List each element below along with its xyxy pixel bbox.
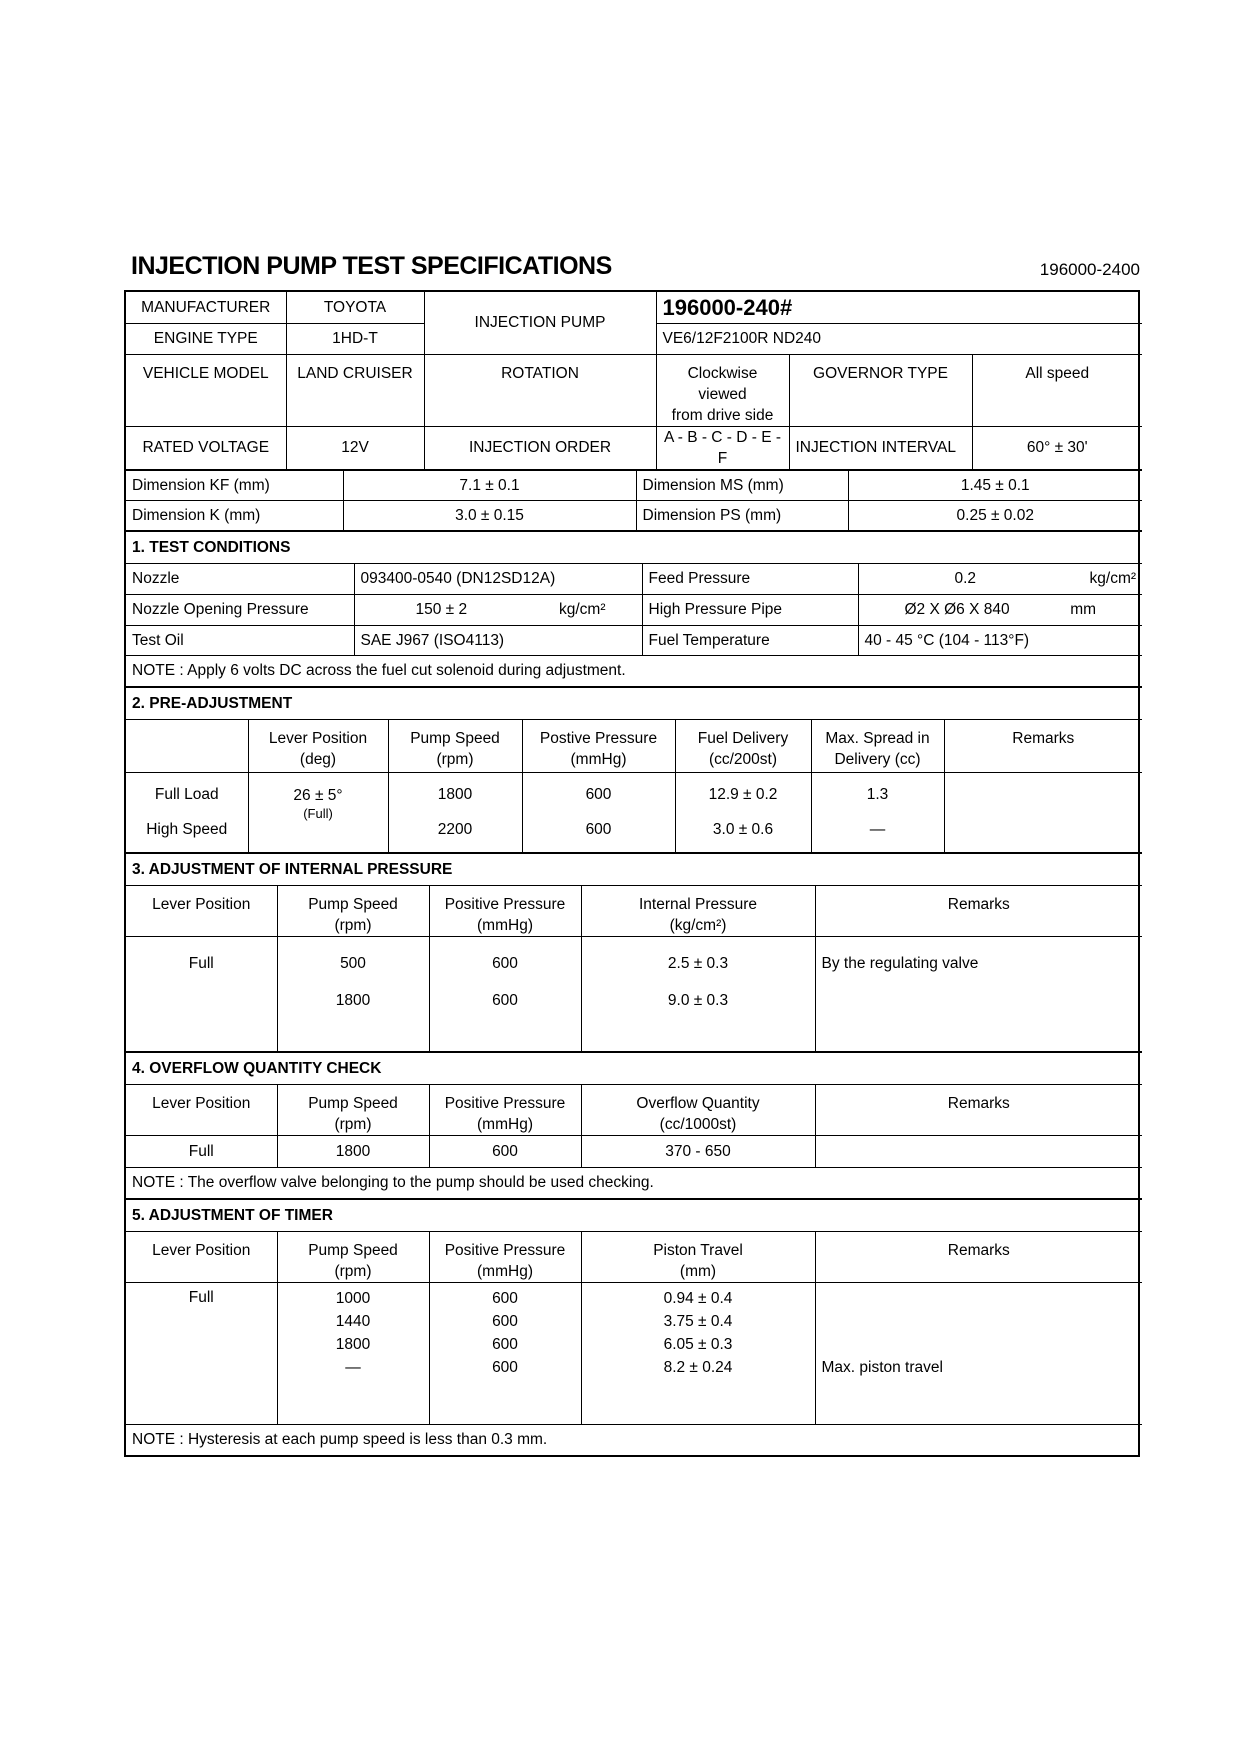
timer-remarks xyxy=(815,1282,1142,1424)
rated-voltage-value: 12V xyxy=(286,426,424,469)
overflow-header-remarks xyxy=(815,1084,1142,1135)
timer-header-travel xyxy=(581,1231,815,1282)
header-line: Delivery (cc) xyxy=(834,750,921,768)
internal-pressure-lever: Full xyxy=(126,936,277,1051)
pre-adjustment-spread-full-load: 1.3 xyxy=(866,786,889,803)
vehicle-model-label: VEHICLE MODEL xyxy=(126,354,286,426)
header-line: (rpm) xyxy=(436,750,474,768)
timer-pressure xyxy=(429,1282,581,1424)
overflow-table xyxy=(126,1052,1142,1199)
header-line: Pump Speed xyxy=(410,729,500,747)
timer-remarks-3 xyxy=(822,1333,1137,1356)
info-table xyxy=(126,292,1142,470)
pre-adjustment-label-full-load: Full Load xyxy=(154,786,219,803)
spec-sheet xyxy=(124,290,1140,1457)
pump-code: VE6/12F2100R ND240 xyxy=(656,323,1142,354)
header-line: (cc/200st) xyxy=(708,750,778,768)
header-line: Positive Pressure xyxy=(444,1094,566,1112)
nozzle-opening-pressure-unit: kg/cm² xyxy=(559,601,606,618)
pre-adjustment-pressure xyxy=(522,772,675,852)
test-oil-label: Test Oil xyxy=(126,625,354,655)
header-line: Internal Pressure xyxy=(638,895,758,913)
timer-travel-1: 0.94 ± 0.4 xyxy=(663,1289,733,1307)
vehicle-model-value: LAND CRUISER xyxy=(286,354,424,426)
header-line: (kg/cm²) xyxy=(669,916,727,934)
governor-type-value: All speed xyxy=(972,354,1142,426)
pre-adjustment-header-remarks xyxy=(944,719,1142,772)
header-line: Remarks xyxy=(1012,729,1075,747)
dimension-k-value: 3.0 ± 0.15 xyxy=(343,500,636,530)
timer-travel-2: 3.75 ± 0.4 xyxy=(663,1312,733,1330)
governor-type-label: GOVERNOR TYPE xyxy=(789,354,972,426)
feed-pressure-label: Feed Pressure xyxy=(642,563,858,594)
document-number: 196000-2400 xyxy=(1039,260,1140,279)
feed-pressure-unit: kg/cm² xyxy=(1089,570,1137,587)
nozzle-label: Nozzle xyxy=(126,563,354,594)
pre-adjustment-header-delivery xyxy=(675,719,811,772)
header-line: (rpm) xyxy=(334,1115,372,1133)
section-heading-timer: 5. ADJUSTMENT OF TIMER xyxy=(126,1199,1142,1231)
pre-adjustment-delivery-high-speed: 3.0 ± 0.6 xyxy=(712,821,774,838)
rotation-value xyxy=(656,354,789,426)
overflow-header-speed xyxy=(277,1084,429,1135)
timer-speed-4: — xyxy=(345,1358,361,1376)
pre-adjustment-labels xyxy=(126,772,248,852)
header-line: Max. Spread in xyxy=(825,729,930,747)
internal-pressure-speed xyxy=(277,936,429,1051)
injection-order-label: INJECTION ORDER xyxy=(424,426,656,469)
feed-pressure-value: 0.2 xyxy=(954,570,977,587)
pre-adjustment-header-spread xyxy=(811,719,944,772)
internal-pressure-internal-1: 2.5 ± 0.3 xyxy=(667,954,729,972)
pump-number: 196000-240# xyxy=(656,292,1142,323)
internal-pressure-header-internal xyxy=(581,885,815,936)
pre-adjustment-delivery xyxy=(675,772,811,852)
pre-adjustment-spread xyxy=(811,772,944,852)
header-line: (mmHg) xyxy=(477,916,533,934)
internal-pressure-speed-2: 1800 xyxy=(335,991,371,1009)
high-pressure-pipe-cell xyxy=(858,594,1142,625)
injection-pump-label: INJECTION PUMP xyxy=(424,292,656,354)
header-line: (mmHg) xyxy=(570,750,627,768)
header-line: Lever Position xyxy=(152,895,251,913)
nozzle-opening-pressure-cell xyxy=(354,594,642,625)
header-line: Overflow Quantity xyxy=(636,1094,760,1112)
engine-type-value: 1HD-T xyxy=(286,323,424,354)
overflow-remarks xyxy=(815,1135,1142,1167)
header-line: (mmHg) xyxy=(477,1262,533,1280)
timer-pressure-4: 600 xyxy=(492,1358,518,1376)
header-line: Remarks xyxy=(947,1094,1010,1112)
high-pressure-pipe-value: Ø2 X Ø6 X 840 xyxy=(904,601,1010,618)
dimension-ps-label: Dimension PS (mm) xyxy=(636,500,848,530)
dimension-ms-value: 1.45 ± 0.1 xyxy=(848,470,1142,500)
pre-adjustment-spread-high-speed: — xyxy=(869,821,886,838)
timer-header-lever xyxy=(126,1231,277,1282)
internal-pressure-pressure-2: 600 xyxy=(492,991,518,1009)
rotation-line-1: Clockwise viewed xyxy=(687,364,758,403)
internal-pressure-remarks: By the regulating valve xyxy=(815,936,1142,1051)
pre-adjustment-label-high-speed: High Speed xyxy=(146,821,228,838)
pre-adjustment-pressure-full-load: 600 xyxy=(585,786,612,803)
pre-adjustment-speed-high-speed: 2200 xyxy=(437,821,473,838)
overflow-header-pressure xyxy=(429,1084,581,1135)
header-line: Piston Travel xyxy=(653,1241,743,1259)
header-line: (rpm) xyxy=(334,1262,372,1280)
timer-speed-3: 1800 xyxy=(335,1335,371,1353)
pre-adjustment-lever-note: (Full) xyxy=(303,805,333,821)
timer-pressure-3: 600 xyxy=(492,1335,518,1353)
rotation-label: ROTATION xyxy=(424,354,656,426)
header-line: Lever Position xyxy=(152,1241,251,1259)
header-line: Lever Position xyxy=(268,729,368,747)
page-title: INJECTION PUMP TEST SPECIFICATIONS xyxy=(131,252,612,280)
timer-header-pressure xyxy=(429,1231,581,1282)
injection-order-value: A - B - C - D - E - F xyxy=(656,426,789,469)
manufacturer-label: MANUFACTURER xyxy=(126,292,286,323)
dimension-k-label: Dimension K (mm) xyxy=(126,500,343,530)
header-line: Fuel Delivery xyxy=(697,729,789,747)
timer-pressure-1: 600 xyxy=(492,1289,518,1307)
internal-pressure-table xyxy=(126,853,1142,1052)
pre-adjustment-speed xyxy=(388,772,522,852)
dimension-kf-value: 7.1 ± 0.1 xyxy=(343,470,636,500)
pre-adjustment-remarks xyxy=(944,772,1142,852)
internal-pressure-header-pressure xyxy=(429,885,581,936)
test-conditions-note: NOTE : Apply 6 volts DC across the fuel cut solenoid during adjustment. xyxy=(126,655,1142,686)
header-line: Remarks xyxy=(947,895,1010,913)
internal-pressure-header-lever xyxy=(126,885,277,936)
overflow-speed: 1800 xyxy=(277,1135,429,1167)
dimension-ms-label: Dimension MS (mm) xyxy=(636,470,848,500)
overflow-note: NOTE : The overflow valve belonging to the pump should be used checking. xyxy=(126,1167,1142,1198)
section-heading-pre-adjustment: 2. PRE-ADJUSTMENT xyxy=(126,687,1142,719)
overflow-quantity: 370 - 650 xyxy=(581,1135,815,1167)
feed-pressure-cell xyxy=(858,563,1142,594)
header-line: Pump Speed xyxy=(308,1094,398,1112)
dimension-ps-value: 0.25 ± 0.02 xyxy=(848,500,1142,530)
timer-travel-3: 6.05 ± 0.3 xyxy=(663,1335,733,1353)
pre-adjustment-delivery-full-load: 12.9 ± 0.2 xyxy=(708,786,778,803)
pre-adjustment-lever-value: 26 ± 5° xyxy=(293,786,343,804)
overflow-header-quantity xyxy=(581,1084,815,1135)
pre-adjustment-lever xyxy=(248,772,388,852)
nozzle-opening-pressure-label: Nozzle Opening Pressure xyxy=(126,594,354,625)
nozzle-opening-pressure-value: 150 ± 2 xyxy=(415,601,468,618)
timer-header-remarks xyxy=(815,1231,1142,1282)
rated-voltage-label: RATED VOLTAGE xyxy=(126,426,286,469)
pre-adjustment-table xyxy=(126,687,1142,853)
header-line: (mm) xyxy=(679,1262,717,1280)
internal-pressure-internal-2: 9.0 ± 0.3 xyxy=(667,991,729,1009)
rotation-line-2: from drive side xyxy=(671,406,774,424)
header-line: Lever Position xyxy=(152,1094,251,1112)
test-oil-value: SAE J967 (ISO4113) xyxy=(354,625,642,655)
manufacturer-value: TOYOTA xyxy=(286,292,424,323)
timer-travel xyxy=(581,1282,815,1424)
high-pressure-pipe-unit: mm xyxy=(1070,601,1097,618)
header-line: Pump Speed xyxy=(308,1241,398,1259)
high-pressure-pipe-label: High Pressure Pipe xyxy=(642,594,858,625)
pre-adjustment-header-blank xyxy=(126,719,248,772)
pre-adjustment-speed-full-load: 1800 xyxy=(437,786,473,803)
section-heading-test-conditions: 1. TEST CONDITIONS xyxy=(126,531,1142,563)
timer-speed xyxy=(277,1282,429,1424)
injection-interval-value: 60° ± 30' xyxy=(972,426,1142,469)
timer-speed-2: 1440 xyxy=(335,1312,371,1330)
header-line: (mmHg) xyxy=(477,1115,533,1133)
timer-speed-1: 1000 xyxy=(335,1289,371,1307)
pre-adjustment-header-pressure xyxy=(522,719,675,772)
header-line: Positive Pressure xyxy=(444,895,566,913)
timer-table xyxy=(126,1199,1142,1455)
internal-pressure-header-speed xyxy=(277,885,429,936)
timer-pressure-2: 600 xyxy=(492,1312,518,1330)
internal-pressure-internal xyxy=(581,936,815,1051)
dimensions-table xyxy=(126,470,1142,531)
overflow-header-lever xyxy=(126,1084,277,1135)
timer-note: NOTE : Hysteresis at each pump speed is less than 0.3 mm. xyxy=(126,1424,1142,1455)
section-heading-overflow: 4. OVERFLOW QUANTITY CHECK xyxy=(126,1052,1142,1084)
fuel-temperature-label: Fuel Temperature xyxy=(642,625,858,655)
timer-remarks-2 xyxy=(822,1310,1137,1333)
internal-pressure-pressure xyxy=(429,936,581,1051)
header-line: Pump Speed xyxy=(308,895,398,913)
internal-pressure-header-remarks xyxy=(815,885,1142,936)
header-line: Postive Pressure xyxy=(539,729,658,747)
timer-lever: Full xyxy=(126,1282,277,1424)
internal-pressure-speed-1: 500 xyxy=(340,954,366,972)
timer-remarks-1 xyxy=(822,1287,1137,1310)
section-heading-internal-pressure: 3. ADJUSTMENT OF INTERNAL PRESSURE xyxy=(126,853,1142,885)
pre-adjustment-pressure-high-speed: 600 xyxy=(585,821,612,838)
internal-pressure-pressure-1: 600 xyxy=(492,954,518,972)
overflow-pressure: 600 xyxy=(429,1135,581,1167)
overflow-lever: Full xyxy=(126,1135,277,1167)
dimension-kf-label: Dimension KF (mm) xyxy=(126,470,343,500)
header-line: Positive Pressure xyxy=(444,1241,566,1259)
test-conditions-table xyxy=(126,531,1142,687)
header-line: (deg) xyxy=(299,750,337,768)
pre-adjustment-header-lever xyxy=(248,719,388,772)
fuel-temperature-value: 40 - 45 °C (104 - 113°F) xyxy=(858,625,1142,655)
injection-interval-label: INJECTION INTERVAL xyxy=(789,426,972,469)
engine-type-label: ENGINE TYPE xyxy=(126,323,286,354)
header-line: (cc/1000st) xyxy=(659,1115,737,1133)
header-line: (rpm) xyxy=(334,916,372,934)
pre-adjustment-header-speed xyxy=(388,719,522,772)
nozzle-value: 093400-0540 (DN12SD12A) xyxy=(354,563,642,594)
header-line: Remarks xyxy=(947,1241,1010,1259)
timer-remarks-4: Max. piston travel xyxy=(821,1358,943,1376)
timer-travel-4: 8.2 ± 0.24 xyxy=(663,1358,733,1376)
timer-header-speed xyxy=(277,1231,429,1282)
